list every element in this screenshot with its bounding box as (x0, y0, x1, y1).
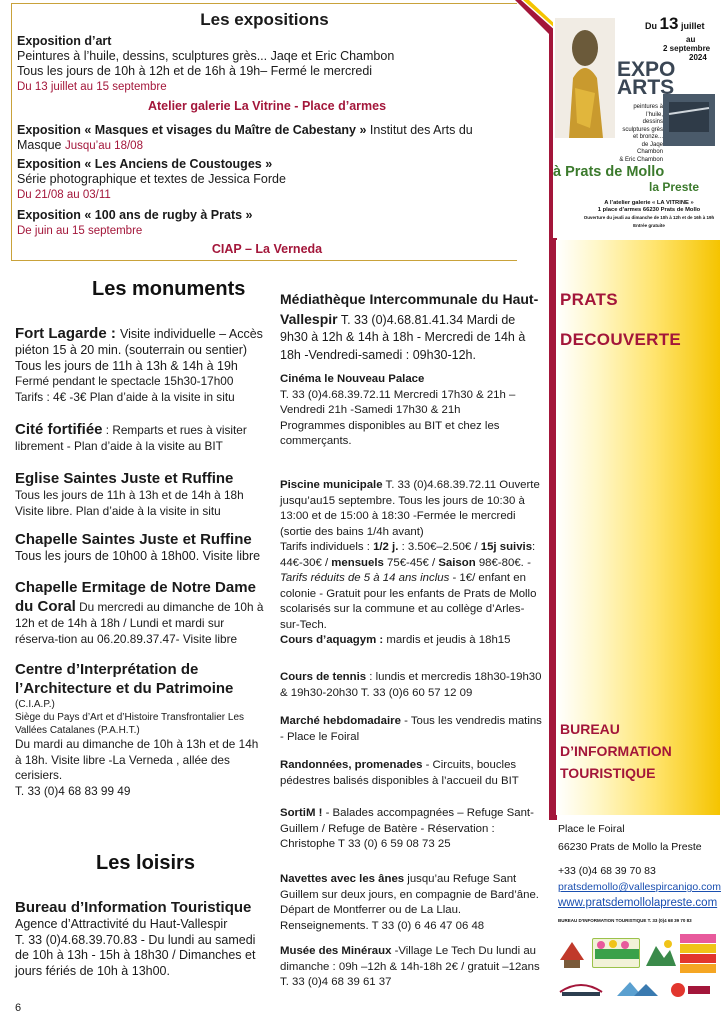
ciap-tel: T. 33 (0)4 68 83 99 49 (15, 783, 131, 798)
poster-expo: EXPO (617, 58, 676, 81)
side-bit-line1: BUREAU (560, 721, 620, 737)
cite-fortifiee (15, 420, 265, 455)
tarifs-saison: Saison (438, 556, 476, 569)
tarifs-details: - 1€/ enfant en colonie - Gratuit pour les enfants de Prats de Mollo scolarisés sur la commune et au collège d’Arles-sur-Tech. (280, 572, 537, 631)
prats-toujours-icon (556, 976, 606, 1000)
ciap-hours: Du mardi au dimanche de 10h à 13h et de 14h à 18h. Visite libre -La Verneda , allée des cerisiers. (15, 737, 259, 782)
art-history-icon (680, 934, 716, 974)
poster-au: au (686, 35, 696, 44)
side-bit-line2: D’INFORMATION (560, 743, 672, 759)
vallespir-canigo-logo (668, 980, 712, 1000)
poster-desc2: dessins (642, 119, 663, 125)
tennis (280, 670, 542, 701)
cite-text: : Remparts et rues à visiter librement - Plan d’aide à la visite au BIT (15, 423, 247, 453)
eglise-title: Eglise Saintes Juste et Ruffine (15, 470, 234, 487)
bust-sculpture-image (555, 18, 615, 138)
expo-rugby-venue: CIAP – La Verneda (211, 242, 323, 256)
poster-arts: ARTS (617, 76, 675, 99)
fort-closed: Fermé pendant le spectacle 15h30-17h00 (15, 374, 234, 388)
chapelle (15, 530, 265, 565)
monuments-heading: Les monuments (92, 278, 246, 300)
expo-art-line1: Peintures à l’huile, dessins, sculptures grès... Jaqe et Eric Chambon (17, 49, 395, 63)
cite-title: Cité fortifiée (15, 421, 103, 438)
plus-beaux-villages-logo (556, 936, 588, 970)
chapelle-hours: Tous les jours de 10h00 à 18h00. Visite libre (15, 549, 261, 563)
tennis-title: Cours de tennis (280, 671, 367, 683)
tarifs-saison-price: 98€-80€. (475, 556, 527, 569)
expo-masques (17, 123, 517, 154)
prats-de-mollo-logo (612, 976, 662, 1000)
poster-place2: la Preste (649, 180, 700, 194)
tarifs-15j: 15j suivis (480, 541, 533, 553)
tarifs-half-day: 1/2 j. (373, 541, 399, 553)
poster-description (615, 104, 663, 164)
ermitage-text: Du mercredi au dimanche de 10h à 12h et de 14h à 18h / Lundi et mardi sur réserva-tion au 06.20.89.37.47- Visite libre (15, 600, 264, 646)
expo-rugby-title: Exposition « 100 ans de rugby à Prats » (17, 208, 253, 222)
expo-art-venue: Atelier galerie La Vitrine - Place d’armes (147, 99, 387, 113)
villes-pays-art-histoire-logo (680, 934, 716, 974)
eglise-visit: Visite libre. Plan d’aide à la visite in situ (15, 503, 221, 518)
expo-masques-dates: Jusqu’au 18/08 (64, 140, 143, 152)
piscine (280, 478, 542, 649)
poster-by1: de Jaqe Chambon (636, 141, 663, 155)
ciap-title: Centre d’Interprétation de l’Architecture et du Patrimoine (15, 661, 234, 697)
expo-coustouges-title: Exposition « Les Anciens de Coustouges » (17, 157, 273, 171)
poster-gal1: A l’atelier galerie « LA VITRINE » (604, 200, 694, 206)
side-prats: PRATS (560, 290, 618, 309)
tarifs-label: Tarifs individuels : (280, 541, 374, 553)
musee-text: -Village Le Tech Du lundi au dimanche : 09h –12h & 14h-18h 2€ / gratuit –12ans T. 33 (0)4 68 39 61 37 (280, 945, 540, 988)
eglise (15, 469, 265, 519)
musee-title: Musée des Minéraux (280, 945, 392, 957)
poster-year: 2024 (689, 53, 707, 62)
rando-text: - Circuits, boucles pédestres balisés disponibles à l’accueil du BIT (280, 759, 519, 787)
fort-lagarde (15, 324, 265, 405)
ermitage (15, 578, 265, 647)
navettes (280, 872, 542, 934)
cine-title: Cinéma le Nouveau Palace (280, 373, 425, 385)
expositions-heading: Les expositions (200, 10, 329, 29)
expo-masques-place: Institut des Arts du Masque (17, 123, 473, 152)
mountain-icon (644, 938, 676, 968)
poster-gallery-info (583, 200, 715, 230)
side-decouverte: DECOUVERTE (560, 330, 682, 349)
expo-art (17, 34, 517, 95)
expo-rugby (17, 208, 517, 239)
expo-art-title: Exposition d’art (17, 34, 112, 48)
piscine-tarifs (280, 540, 542, 633)
poster-gal2: 1 place d’armes 66230 Prats de Mollo (597, 207, 701, 213)
villes-villages-fleuris-logo (592, 938, 640, 968)
prats-mollo-icon (612, 976, 662, 1000)
flower-icon (593, 939, 641, 969)
poster-desc4: et bronze... (632, 134, 663, 140)
canigo-icon (668, 980, 712, 1000)
poster-by2: & Eric Chambon (619, 156, 663, 163)
tarifs-15j-price: : 44€-30€ / (280, 541, 536, 569)
poster-place1: à Prats de Mollo (553, 164, 665, 180)
rando-title: Randonnées, promenades (280, 759, 423, 771)
marche-title: Marché hebdomadaire (280, 715, 401, 727)
aqua-text: mardis et jeudis à 18h15 (383, 634, 511, 646)
cinema (280, 372, 542, 450)
bit-hours: T. 33 (0)4.68.39.70.83 - Du lundi au samedi de 10h à 13h - 15h à 18h30 / Dimanches et jours fériés de 10h à 13h00. (15, 932, 256, 978)
contact-address2: 66230 Prats de Mollo la Preste (558, 841, 702, 853)
ciap (15, 660, 265, 799)
cine-prog: Programmes disponibles au BIT et chez les commerçants. (280, 419, 500, 447)
bit-loisirs (15, 898, 265, 979)
chapelle-title: Chapelle Saintes Juste et Ruffine (15, 531, 252, 548)
bit-title: Bureau d’Information Touristique (15, 899, 252, 916)
piscine-title: Piscine municipale (280, 479, 383, 491)
poster-end-date: 2 septembre (663, 44, 711, 53)
musee (280, 944, 542, 991)
side-bit-line3: TOURISTIQUE (560, 765, 656, 781)
poster-du: Du (645, 21, 657, 31)
marche-text: - Tous les vendredis matins - Place le Foiral (280, 715, 542, 743)
poster-gal3: Ouverture du jeudi au dimanche de 10h à 12h et de 16h à 19h (583, 215, 715, 220)
fort-title: Fort Lagarde : (15, 325, 121, 342)
expo-rugby-dates: De juin au 15 septembre (17, 225, 143, 237)
ciap-siege: Siège du Pays d’Art et d’Histoire Transfrontalier Les Vallées Catalanes (P.A.H.T.) (15, 712, 244, 736)
expo-masques-title: Exposition « Masques et visages du Maître de Cabestany » (17, 123, 367, 137)
contact-website-link[interactable]: www.pratsdemollolapreste.com (558, 897, 718, 909)
tarifs-reduced: -Tarifs réduits de 5 à 14 ans inclus (280, 556, 531, 584)
navettes-title: Navettes avec les ânes (280, 873, 405, 885)
poster-gal4: Entrée gratuite (633, 223, 665, 228)
expositions-box (11, 3, 517, 261)
expo-arts-poster (553, 8, 715, 238)
expo-coustouges-dates: Du 21/08 au 03/11 (17, 189, 111, 201)
aquagym (280, 633, 542, 649)
expo-art-line2: Tous les jours de 10h à 12h et de 16h à 19h– Fermé le mercredi (17, 64, 373, 78)
contact-address1: Place le Foiral (558, 823, 625, 835)
expo-coustouges-line: Série photographique et textes de Jessica Forde (17, 172, 286, 186)
navettes-text: jusqu’au Refuge Sant Guillem sur deux jours, en compagnie de Bard’âne. Départ de Montferrer ou de La Llau. Renseignements. T 33 (0) 6 46 47 06 48 (280, 873, 539, 932)
painting-image (663, 94, 715, 146)
vallespir-logo (644, 938, 676, 968)
ciap-abbr: (C.I.A.P.) (15, 699, 55, 710)
sortim-title: SortiM ! (280, 807, 323, 819)
fort-hours: Tous les jours de 11h à 13h & 14h à 19h (15, 358, 238, 373)
fort-intro: Visite individuelle – Accès piéton 15 à 20 min. (souterrain ou sentier) (15, 327, 263, 357)
poster-day: 13 (659, 14, 679, 33)
contact-small-line: BUREAU D’INFORMATION TOURISTIQUE T. 33 (0)4 68 39 70 83 (558, 918, 692, 923)
poster-dates-line1 (645, 14, 704, 34)
village-icon (556, 936, 588, 970)
poster-desc1: peintures à l’huile, (633, 104, 663, 118)
aqua-title: Cours d’aquagym : (280, 634, 384, 646)
poster-desc3: sculptures grès (622, 126, 663, 133)
media-text: T. 33 (0)4.68.81.41.34 Mardi de 9h30 à 12h & 14h à 18h - Mercredi de 14h à 18h -Vendredi-samedi : 09h30-12h. (280, 312, 526, 362)
mediatheque (280, 290, 542, 364)
eglise-hours: Tous les jours de 11h à 13h et de 14h à 18h (15, 488, 244, 502)
prats-toujours-logo (556, 976, 606, 1000)
expo-coustouges (17, 157, 517, 203)
loisirs-heading: Les loisirs (96, 852, 195, 874)
marche (280, 714, 542, 745)
contact-phone: +33 (0)4 68 39 70 83 (558, 865, 656, 877)
media-title: Médiathèque Intercommunale du Haut-Vallespir (280, 291, 539, 327)
expo-art-dates: Du 13 juillet au 15 septembre (17, 81, 167, 93)
bit-agency: Agence d’Attractivité du Haut-Vallespir (15, 917, 228, 931)
sortim (280, 806, 542, 853)
contact-email-link[interactable]: pratsdemollo@vallespircanigo.com (558, 881, 721, 893)
tarifs-mensuels: mensuels (331, 556, 384, 569)
tarifs-half-day-price: : 3.50€–2.50€ / (398, 541, 481, 553)
page-number: 6 (15, 1002, 22, 1014)
randonnees (280, 758, 542, 789)
fort-tarifs: Tarifs : 4€ -3€ Plan d’aide à la visite in situ (15, 389, 235, 404)
piscine-text: T. 33 (0)4.68.39.72.11 Ouverte jusqu’au15 septembre. Tous les jours de 10:30 à 13:00 et de 15:00 à 18:30 -Fermée le mercredi (sortie des bains 1/4h avant) (280, 479, 540, 538)
tarifs-mensuels-price: 75€-45€ / (383, 556, 439, 569)
poster-month: juillet (680, 21, 705, 31)
sortim-text: - Balades accompagnées – Refuge Sant-Guillem / Refuge de Batère - Réservation : Christophe T 33 (0) 6 59 08 73 25 (280, 807, 534, 850)
cine-text: T. 33 (0)4.68.39.72.11 Mercredi 17h30 & 21h –Vendredi 21h -Samedi 17h30 & 21h (280, 388, 516, 416)
ermitage-title: Chapelle Ermitage de Notre Dame du Coral (15, 579, 256, 615)
tennis-text: : lundis et mercredis 18h30-19h30 & 19h30-20h30 T. 33 (0)6 60 57 12 09 (280, 671, 542, 699)
